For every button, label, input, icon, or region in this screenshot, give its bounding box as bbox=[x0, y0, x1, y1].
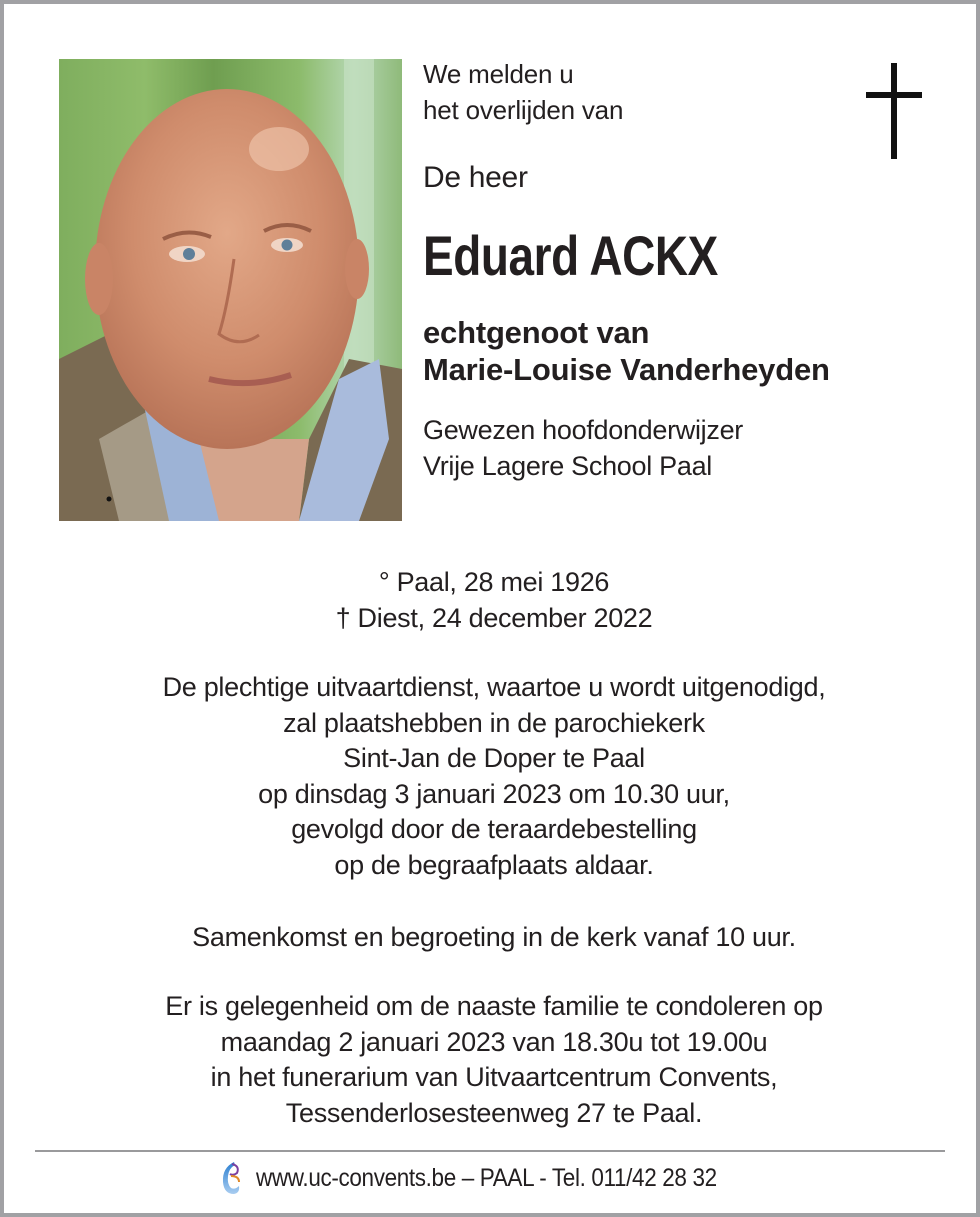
footer-contact-text: www.uc-convents.be – PAAL - Tel. 011/42 28 32 bbox=[256, 1163, 717, 1192]
spouse-line: echtgenoot van bbox=[423, 315, 650, 350]
announcement-header bbox=[423, 56, 943, 484]
intro-line: het overlijden van bbox=[423, 95, 624, 125]
uc-convents-logo-icon bbox=[220, 1160, 242, 1196]
footer bbox=[8, 1158, 980, 1198]
service-line: op de begraafplaats aldaar. bbox=[334, 849, 654, 880]
spouse-info bbox=[423, 314, 943, 388]
condolence-line: Tessenderlosesteenweg 27 te Paal. bbox=[285, 1097, 703, 1128]
occupation-line: Gewezen hoofdonderwijzer bbox=[423, 415, 743, 445]
deceased-name: Eduard ACKX bbox=[423, 224, 718, 287]
gathering-line: Samenkomst en begroeting in de kerk vanaf 10 uur. bbox=[192, 922, 796, 952]
funeral-service-info bbox=[8, 670, 980, 883]
death-date: † Diest, 24 december 2022 bbox=[335, 602, 653, 633]
intro-line: We melden u bbox=[423, 59, 574, 89]
service-line: op dinsdag 3 januari 2023 om 10.30 uur, bbox=[258, 778, 730, 809]
service-line: De plechtige uitvaartdienst, waartoe u wordt uitgenodigd, bbox=[162, 672, 826, 702]
condolence-info bbox=[8, 989, 980, 1131]
gathering-info bbox=[8, 920, 980, 956]
birth-death-dates bbox=[8, 565, 980, 636]
condolence-line: Er is gelegenheid om de naaste familie te condoleren op bbox=[165, 991, 823, 1021]
service-line: Sint-Jan de Doper te Paal bbox=[343, 743, 645, 773]
service-line: zal plaatshebben in de parochiekerk bbox=[283, 707, 705, 738]
obituary-card bbox=[4, 4, 976, 1213]
intro-text bbox=[423, 56, 943, 128]
birth-date: ° Paal, 28 mei 1926 bbox=[378, 567, 610, 597]
footer-divider bbox=[35, 1150, 945, 1152]
condolence-line: in het funerarium van Uitvaartcentrum Convents, bbox=[210, 1062, 778, 1092]
spouse-name: Marie-Louise Vanderheyden bbox=[423, 352, 830, 387]
condolence-line: maandag 2 januari 2023 van 18.30u tot 19.00u bbox=[220, 1026, 768, 1057]
title-prefix: De heer bbox=[423, 161, 528, 194]
service-line: gevolgd door de teraardebestelling bbox=[291, 814, 697, 844]
occupation-info bbox=[423, 412, 943, 484]
portrait-photo bbox=[59, 59, 402, 521]
occupation-line: Vrije Lagere School Paal bbox=[423, 451, 712, 481]
